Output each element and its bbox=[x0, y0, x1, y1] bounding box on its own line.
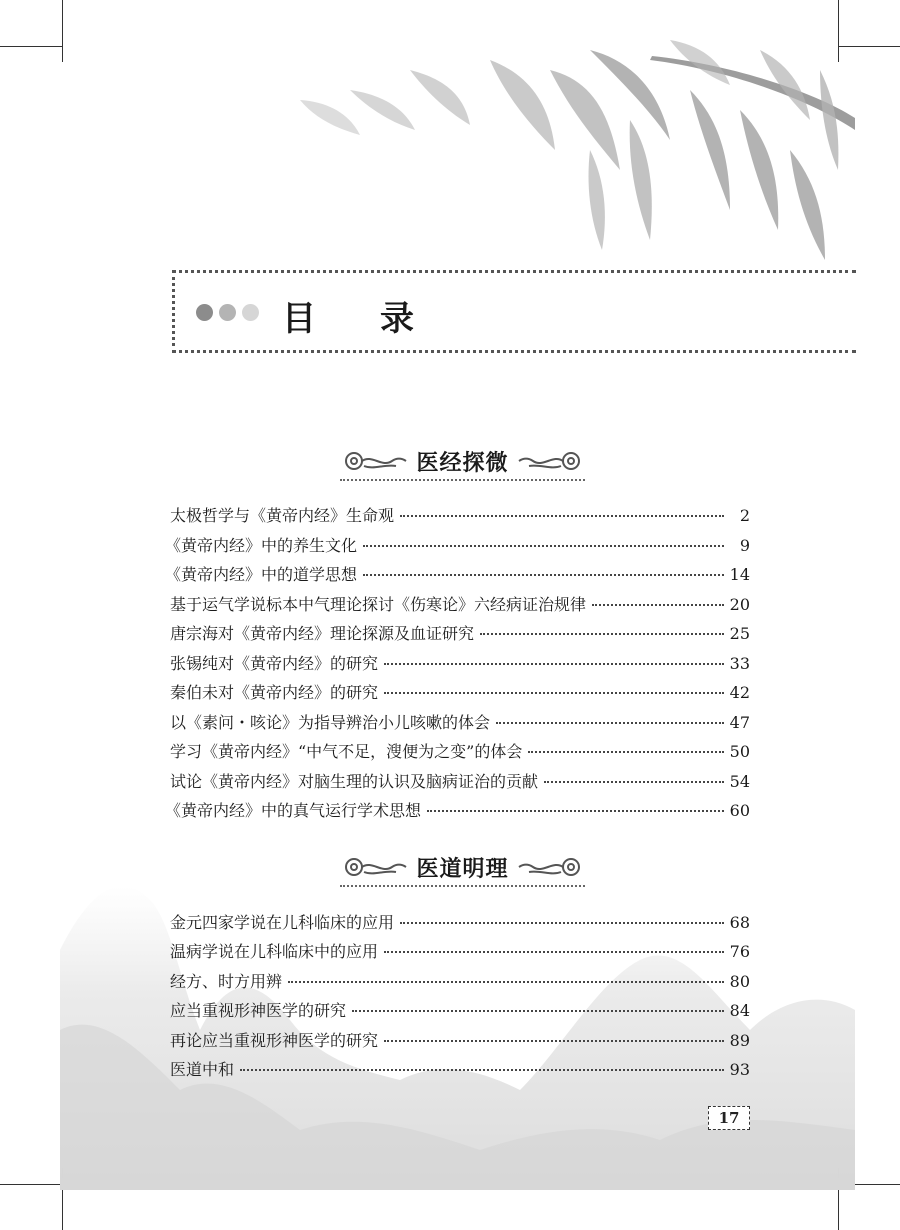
dot-leader bbox=[400, 922, 724, 924]
toc-entry-title: 张锡纯对《黄帝内经》的研究 bbox=[170, 654, 379, 673]
toc-entry-title: 《黄帝内经》中的养生文化 bbox=[165, 536, 358, 555]
toc-entry[interactable] bbox=[170, 739, 750, 767]
header-dotted-line-left bbox=[172, 270, 175, 353]
dot-leader bbox=[363, 545, 724, 547]
page-title: 目录 bbox=[282, 299, 478, 339]
toc-entry[interactable] bbox=[170, 910, 750, 938]
toc-entry-page: 42 bbox=[729, 683, 750, 702]
toc-entry-page: 9 bbox=[739, 536, 750, 555]
toc-entry[interactable] bbox=[170, 1028, 750, 1056]
dot-leader bbox=[384, 1040, 724, 1042]
toc-entry-title: 唐宗海对《黄帝内经》理论探源及血证研究 bbox=[170, 624, 475, 643]
toc-entry[interactable] bbox=[170, 998, 750, 1026]
toc-entry-page: 50 bbox=[729, 742, 750, 761]
toc-entry-page: 25 bbox=[729, 624, 750, 643]
toc-entry-title: 医道中和 bbox=[170, 1060, 235, 1079]
toc-entry-page: 2 bbox=[739, 506, 750, 525]
toc-entry-title: 《黄帝内经》中的道学思想 bbox=[165, 565, 358, 584]
toc-entry[interactable] bbox=[170, 621, 750, 649]
toc-entry[interactable] bbox=[165, 798, 750, 826]
dot-leader bbox=[384, 692, 724, 694]
toc-entry[interactable] bbox=[170, 1057, 750, 1085]
decorative-circle-dark bbox=[196, 304, 213, 321]
section-title: 医经探微 bbox=[416, 450, 509, 476]
toc-entry-page: 60 bbox=[729, 801, 750, 820]
toc-entry-title: 试论《黄帝内经》对脑生理的认识及脑病证治的贡献 bbox=[170, 772, 539, 791]
dot-leader bbox=[592, 604, 724, 606]
toc-entry-title: 应当重视形神医学的研究 bbox=[170, 1001, 347, 1020]
dot-leader bbox=[240, 1069, 724, 1071]
toc-entry[interactable] bbox=[170, 710, 750, 738]
toc-entry[interactable] bbox=[170, 503, 750, 531]
toc-entry-title: 学习《黄帝内经》“中气不足，溲便为之变”的体会 bbox=[170, 742, 523, 761]
toc-entry-title: 太极哲学与《黄帝内经》生命观 bbox=[170, 506, 395, 525]
toc-entry-title: 以《素问・咳论》为指导辨治小儿咳嗽的体会 bbox=[170, 713, 491, 732]
dot-leader bbox=[384, 951, 724, 953]
dot-leader bbox=[288, 981, 724, 983]
dot-leader bbox=[400, 515, 724, 517]
crop-mark bbox=[62, 0, 63, 62]
toc-entry-page: 80 bbox=[729, 972, 750, 991]
crop-mark bbox=[0, 1184, 62, 1185]
toc-entry-page: 93 bbox=[729, 1060, 750, 1079]
dot-leader bbox=[496, 722, 724, 724]
toc-entry-title: 经方、时方用辨 bbox=[170, 972, 283, 991]
toc-entry-page: 89 bbox=[729, 1031, 750, 1050]
toc-entry[interactable] bbox=[165, 533, 750, 561]
decorative-circle-mid bbox=[219, 304, 236, 321]
section-heading bbox=[340, 446, 585, 486]
toc-entry-title: 金元四家学说在儿科临床的应用 bbox=[170, 913, 395, 932]
crop-mark bbox=[0, 46, 62, 47]
cloud-ornament-icon bbox=[517, 856, 585, 878]
toc-entry[interactable] bbox=[170, 769, 750, 797]
section-divider bbox=[340, 885, 585, 887]
toc-entry-title: 基于运气学说标本中气理论探讨《伤寒论》六经病证治规律 bbox=[170, 595, 587, 614]
toc-entry-page: 20 bbox=[729, 595, 750, 614]
toc-entry[interactable] bbox=[170, 969, 750, 997]
header-dotted-line-bottom bbox=[172, 350, 856, 353]
toc-entry-title: 温病学说在儿科临床中的应用 bbox=[170, 942, 379, 961]
toc-entry-page: 33 bbox=[729, 654, 750, 673]
section-heading bbox=[340, 852, 585, 892]
toc-entry-page: 84 bbox=[729, 1001, 750, 1020]
dot-leader bbox=[427, 810, 724, 812]
bamboo-illustration bbox=[290, 30, 855, 275]
toc-entry[interactable] bbox=[170, 651, 750, 679]
toc-entry[interactable] bbox=[165, 562, 750, 590]
toc-entry[interactable] bbox=[170, 592, 750, 620]
dot-leader bbox=[528, 751, 723, 753]
toc-entry-page: 68 bbox=[729, 913, 750, 932]
dot-leader bbox=[384, 663, 724, 665]
toc-entry-page: 54 bbox=[729, 772, 750, 791]
toc-entry-page: 47 bbox=[729, 713, 750, 732]
cloud-ornament-icon bbox=[340, 856, 408, 878]
page-number: 17 bbox=[708, 1106, 750, 1130]
cloud-ornament-icon bbox=[340, 450, 408, 472]
decorative-circle-light bbox=[242, 304, 259, 321]
dot-leader bbox=[352, 1010, 724, 1012]
cloud-ornament-icon bbox=[517, 450, 585, 472]
dot-leader bbox=[363, 574, 724, 576]
toc-entry-page: 76 bbox=[729, 942, 750, 961]
dot-leader bbox=[480, 633, 724, 635]
toc-entry-title: 再论应当重视形神医学的研究 bbox=[170, 1031, 379, 1050]
toc-entry[interactable] bbox=[170, 939, 750, 967]
toc-entry-title: 秦伯未对《黄帝内经》的研究 bbox=[170, 683, 379, 702]
toc-entry-page: 14 bbox=[729, 565, 750, 584]
section-divider bbox=[340, 479, 585, 481]
toc-entry[interactable] bbox=[170, 680, 750, 708]
toc-entry-title: 《黄帝内经》中的真气运行学术思想 bbox=[165, 801, 422, 820]
header-dotted-line-top bbox=[172, 270, 856, 273]
dot-leader bbox=[544, 781, 724, 783]
section-title: 医道明理 bbox=[416, 856, 509, 882]
